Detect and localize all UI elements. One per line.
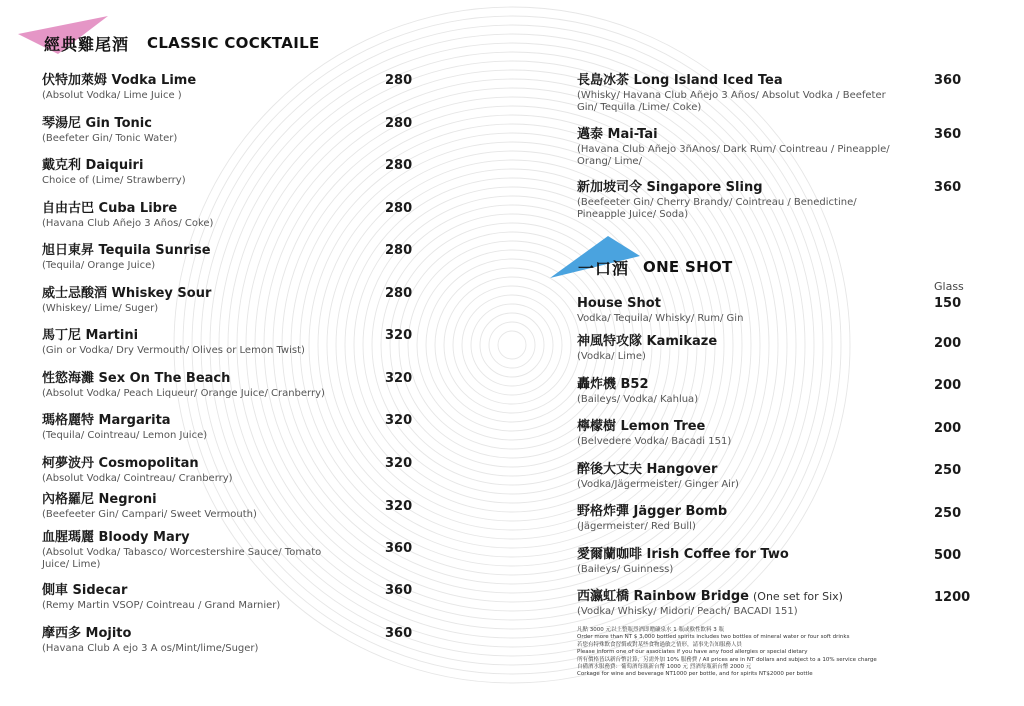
item-price: 280 [385,116,413,131]
item-price: 320 [385,328,413,343]
background-ring [471,304,553,386]
item-name: 新加坡司令 Singapore Sling [577,180,763,195]
item-name [577,589,927,605]
item-name: 神風特攻隊 Kamikaze [577,334,718,349]
footer-line: Order more than NT $ 3,000 bottled spirits includes two bottles of mineral water or four soft drinks [577,634,850,641]
footer-line: 凡點 3000 元以上整瓶烈酒即贈礦泉水 1 瓶或軟性飲料 3 瓶 [577,627,724,633]
menu-item [42,328,372,357]
item-price: 360 [385,626,413,641]
item-desc: (Baileys/ Vodka/ Kahlua) [577,394,699,405]
item-desc: (Havana Club A ejo 3 A os/Mint/lime/Suger) [42,643,259,654]
background-ring [498,331,526,359]
item-desc: (Baileys/ Guinness) [577,564,674,575]
item-name: 轟炸機 B52 [577,377,649,392]
item-desc: Vodka/ Tequila/ Whisky/ Rum/ Gin [577,313,744,324]
item-name: 長島冰茶 Long Island Iced Tea [577,73,783,88]
item-name: 自由古巴 Cuba Libre [42,201,178,216]
background-ring [462,295,562,395]
menu-item [42,626,372,655]
item-price: 250 [934,506,962,521]
item-desc: (Remy Martin VSOP/ Cointreau / Grand Marnier) [42,600,281,611]
item-price: 150 [934,296,962,311]
item-name: 戴克利 Daiquiri [42,158,144,173]
item-name: 柯夢波丹 Cosmopolitan [42,456,199,471]
item-name-text: 西瀛虹橋 Rainbow Bridge [577,589,749,604]
menu-item [42,158,372,187]
item-desc: (Vodka/ Whisky/ Midori/ Peach/ BACADI 151) [577,606,798,617]
item-name: 醉後大丈夫 Hangover [577,462,718,477]
glass-label: Glass [934,280,964,293]
item-name: 性慾海灘 Sex On The Beach [42,371,231,386]
item-note: (One set for Six) [753,590,843,603]
item-price: 360 [934,73,962,88]
item-price: 280 [385,286,413,301]
item-price: 280 [385,158,413,173]
background-ring [426,259,598,431]
item-name: House Shot [577,296,661,311]
item-name: 旭日東昇 Tequila Sunrise [42,243,211,258]
item-price: 320 [385,456,413,471]
footer-line: 自備酒水服務費：葡萄酒每瓶新台幣 1000 元 烈酒每瓶新台幣 2000 元 [577,664,752,671]
item-price: 250 [934,463,962,478]
menu-item [577,547,917,576]
footer-notes [577,627,957,679]
background-ring [489,322,535,368]
item-price: 360 [934,127,962,142]
menu-item [42,371,372,400]
menu-item [577,73,907,114]
item-name: 威士忌酸酒 Whiskey Sour [42,286,212,301]
item-price: 500 [934,548,962,563]
item-price: 360 [934,180,962,195]
item-price: 200 [934,421,962,436]
item-desc: (Absolut Vodka/ Lime Juice ) [42,90,182,101]
menu-item [42,73,372,102]
item-desc: (Gin or Vodka/ Dry Vermouth/ Olives or Lemon Twist) [42,345,305,356]
item-name: 邁泰 Mai-Tai [577,127,658,142]
item-price: 320 [385,371,413,386]
item-price: 360 [385,583,413,598]
menu-item [577,127,907,168]
menu-item [42,583,372,612]
menu-item [577,589,927,618]
item-name: 血腥瑪麗 Bloody Mary [42,530,190,545]
item-name: 馬丁尼 Martini [42,328,139,343]
item-price: 280 [385,201,413,216]
item-price: 280 [385,73,413,88]
footer-line: Corkage for wine and beverage NT1000 per bottle, and for spirits NT$2000 per bottle [577,671,813,678]
item-desc: (Vodka/Jägermeister/ Ginger Air) [577,479,739,490]
item-desc: (Tequila/ Cointreau/ Lemon Juice) [42,430,208,441]
classic-title-en: CLASSIC COCKTAILE [147,34,320,52]
item-desc: (Vodka/ Lime) [577,351,646,362]
item-desc: (Havana Club Añejo 3ñAnos/ Dark Rum/ Cointreau / Pineapple/ Orang/ Lime/ [577,144,890,167]
menu-item [42,286,372,315]
classic-title-zh: 經典雞尾酒 [44,34,130,54]
item-name: 內格羅尼 Negroni [42,492,157,507]
menu-item [42,530,342,571]
item-desc: (Belvedere Vodka/ Bacadi 151) [577,436,732,447]
item-price: 200 [934,336,962,351]
background-ring [480,313,544,377]
footer-line: Please inform one of our associates if you have any food allergies or special dietary [577,649,808,656]
item-desc: (Absolut Vodka/ Peach Liqueur/ Orange Juice/ Cranberry) [42,388,325,399]
item-name: 檸檬樹 Lemon Tree [577,419,706,434]
background-ring [444,277,580,413]
item-name: 伏特加萊姆 Vodka Lime [42,73,197,88]
menu-item [577,180,907,221]
menu-item [577,419,917,448]
footer-line: 所有價格皆以新台幣計算，另需外加 10% 服務費 / All prices are in NT dollars and subject to a 10% service charge [577,656,877,663]
item-name: 瑪格麗特 Margarita [42,413,171,428]
item-price: 320 [385,413,413,428]
item-desc: (Absolut Vodka/ Tabasco/ Worcestershire Sauce/ Tomato Juice/ Lime) [42,547,322,570]
item-name: 愛爾蘭咖啡 Irish Coffee for Two [577,547,789,562]
menu-item [42,492,372,521]
menu-item [42,413,372,442]
item-desc: (Whisky/ Havana Club Añejo 3 Años/ Absolut Vodka / Beefeter Gin/ Tequila /Lime/ Coke) [577,90,886,113]
item-name: 摩西多 Mojito [42,626,132,641]
menu-item [42,116,372,145]
background-ring [435,268,589,422]
one-shot-title-en: ONE SHOT [643,258,733,276]
item-price: 200 [934,378,962,393]
item-price: 360 [385,541,413,556]
menu-item [42,456,372,485]
item-name: 琴湯尼 Gin Tonic [42,116,152,131]
item-name: 野格炸彈 Jägger Bomb [577,504,728,519]
menu-item [577,334,917,363]
menu-item [42,243,372,272]
item-price: 1200 [934,590,971,605]
item-desc: (Jägermeister/ Red Bull) [577,521,696,532]
menu-item [577,377,917,406]
item-desc: (Whiskey/ Lime/ Suger) [42,303,159,314]
item-desc: Choice of (Lime/ Strawberry) [42,175,186,186]
item-desc: (Havana Club Añejo 3 Años/ Coke) [42,218,214,229]
menu-item [42,201,372,230]
one-shot-header [550,236,770,280]
item-desc: (Beefeter Gin/ Tonic Water) [42,133,178,144]
item-desc: (Beefeeter Gin/ Campari/ Sweet Vermouth) [42,509,257,520]
footer-line: 若您有特殊飲食習慣或對某些食物過敏之情形，請事先告知服務人員 [577,641,743,648]
item-desc: (Tequila/ Orange Juice) [42,260,156,271]
menu-item [577,504,917,533]
item-desc: (Beefeeter Gin/ Cherry Brandy/ Cointreau / Benedictine/ Pineapple Juice/ Soda) [577,197,857,220]
menu-item [577,296,917,325]
classic-header [18,16,338,58]
item-price: 320 [385,499,413,514]
item-name: 側車 Sidecar [42,583,128,598]
item-price: 280 [385,243,413,258]
background-ring [453,286,571,404]
menu-item [577,462,917,491]
item-desc: (Absolut Vodka/ Cointreau/ Cranberry) [42,473,233,484]
one-shot-title-zh: 一口酒 [578,258,630,278]
